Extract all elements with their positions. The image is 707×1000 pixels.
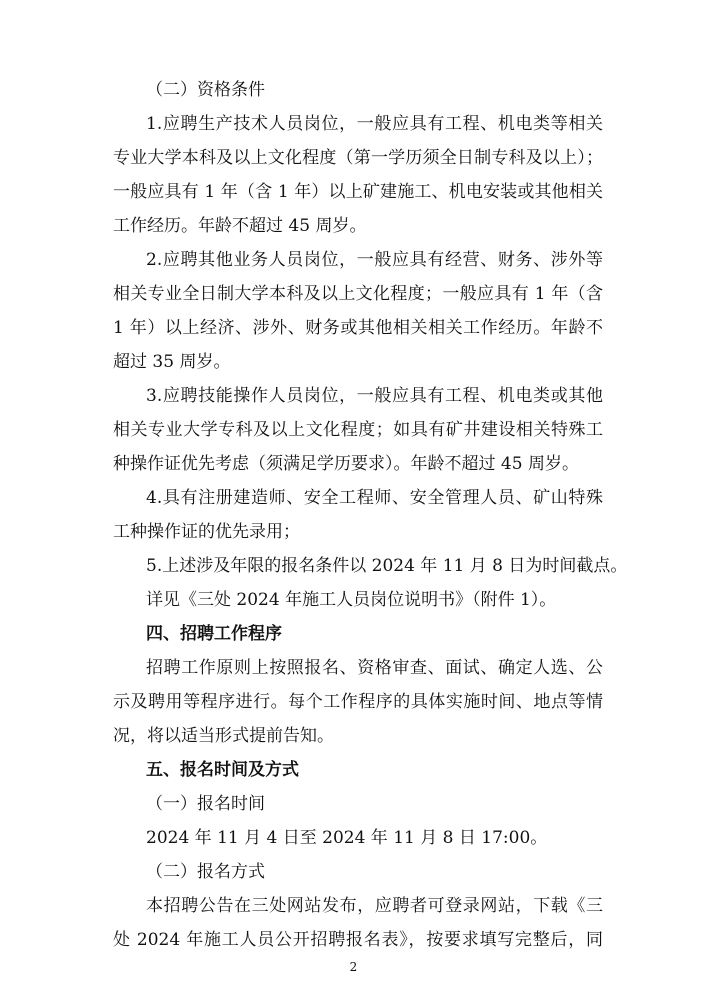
- paragraph-line: 招聘工作原则上按照报名、资格审查、面试、确定人选、公: [146, 658, 603, 678]
- paragraph-line: 工作经历。年龄不超过 45 周岁。: [113, 216, 367, 236]
- section-heading-registration: 五、报名时间及方式: [146, 760, 299, 780]
- paragraph-line: 3.应聘技能操作人员岗位，一般应具有工程、机电类或其他: [146, 386, 603, 406]
- paragraph-line: 处 2024 年施工人员公开招聘报名表》，按要求填写完整后，同: [113, 930, 603, 950]
- subsection-heading-method: （二）报名方式: [146, 862, 265, 882]
- paragraph-line: 相关专业全日制大学本科及以上文化程度；一般应具有 1 年（含: [113, 284, 603, 304]
- subsection-heading-time: （一）报名时间: [146, 794, 265, 814]
- paragraph-line: 5.上述涉及年限的报名条件以 2024 年 11 月 8 日为时间截点。: [146, 556, 628, 576]
- paragraph-line: 况，将以适当形式提前告知。: [113, 726, 334, 746]
- paragraph-line: 一般应具有 1 年（含 1 年）以上矿建施工、机电安装或其他相关: [113, 182, 603, 202]
- paragraph-line: 专业大学本科及以上文化程度（第一学历须全日制专科及以上）；: [113, 148, 603, 168]
- paragraph-line: 种操作证优先考虑（须满足学历要求）。年龄不超过 45 周岁。: [113, 454, 579, 474]
- section-heading-procedure: 四、招聘工作程序: [146, 624, 282, 644]
- page-number: 2: [349, 960, 358, 974]
- paragraph-line: 示及聘用等程序进行。每个工作程序的具体实施时间、地点等情: [113, 692, 603, 712]
- paragraph-line: 相关专业大学专科及以上文化程度；如具有矿井建设相关特殊工: [113, 420, 603, 440]
- paragraph-line: 工种操作证的优先录用；: [113, 522, 300, 542]
- paragraph-line: 2024 年 11 月 4 日至 2024 年 11 月 8 日 17:00。: [146, 828, 548, 848]
- paragraph-line: 1.应聘生产技术人员岗位，一般应具有工程、机电类等相关: [146, 114, 603, 134]
- paragraph-line: 本招聘公告在三处网站发布，应聘者可登录网站，下载《三: [146, 896, 603, 916]
- paragraph-line: 超过 35 周岁。: [113, 352, 231, 372]
- section-heading-qualifications: （二）资格条件: [146, 80, 265, 100]
- paragraph-line: 1 年）以上经济、涉外、财务或其他相关相关工作经历。年龄不: [113, 318, 603, 338]
- paragraph-line: 详见《三处 2024 年施工人员岗位说明书》（附件 1）。: [146, 590, 557, 610]
- paragraph-line: 4.具有注册建造师、安全工程师、安全管理人员、矿山特殊: [146, 488, 603, 508]
- paragraph-line: 2.应聘其他业务人员岗位，一般应具有经营、财务、涉外等: [146, 250, 603, 270]
